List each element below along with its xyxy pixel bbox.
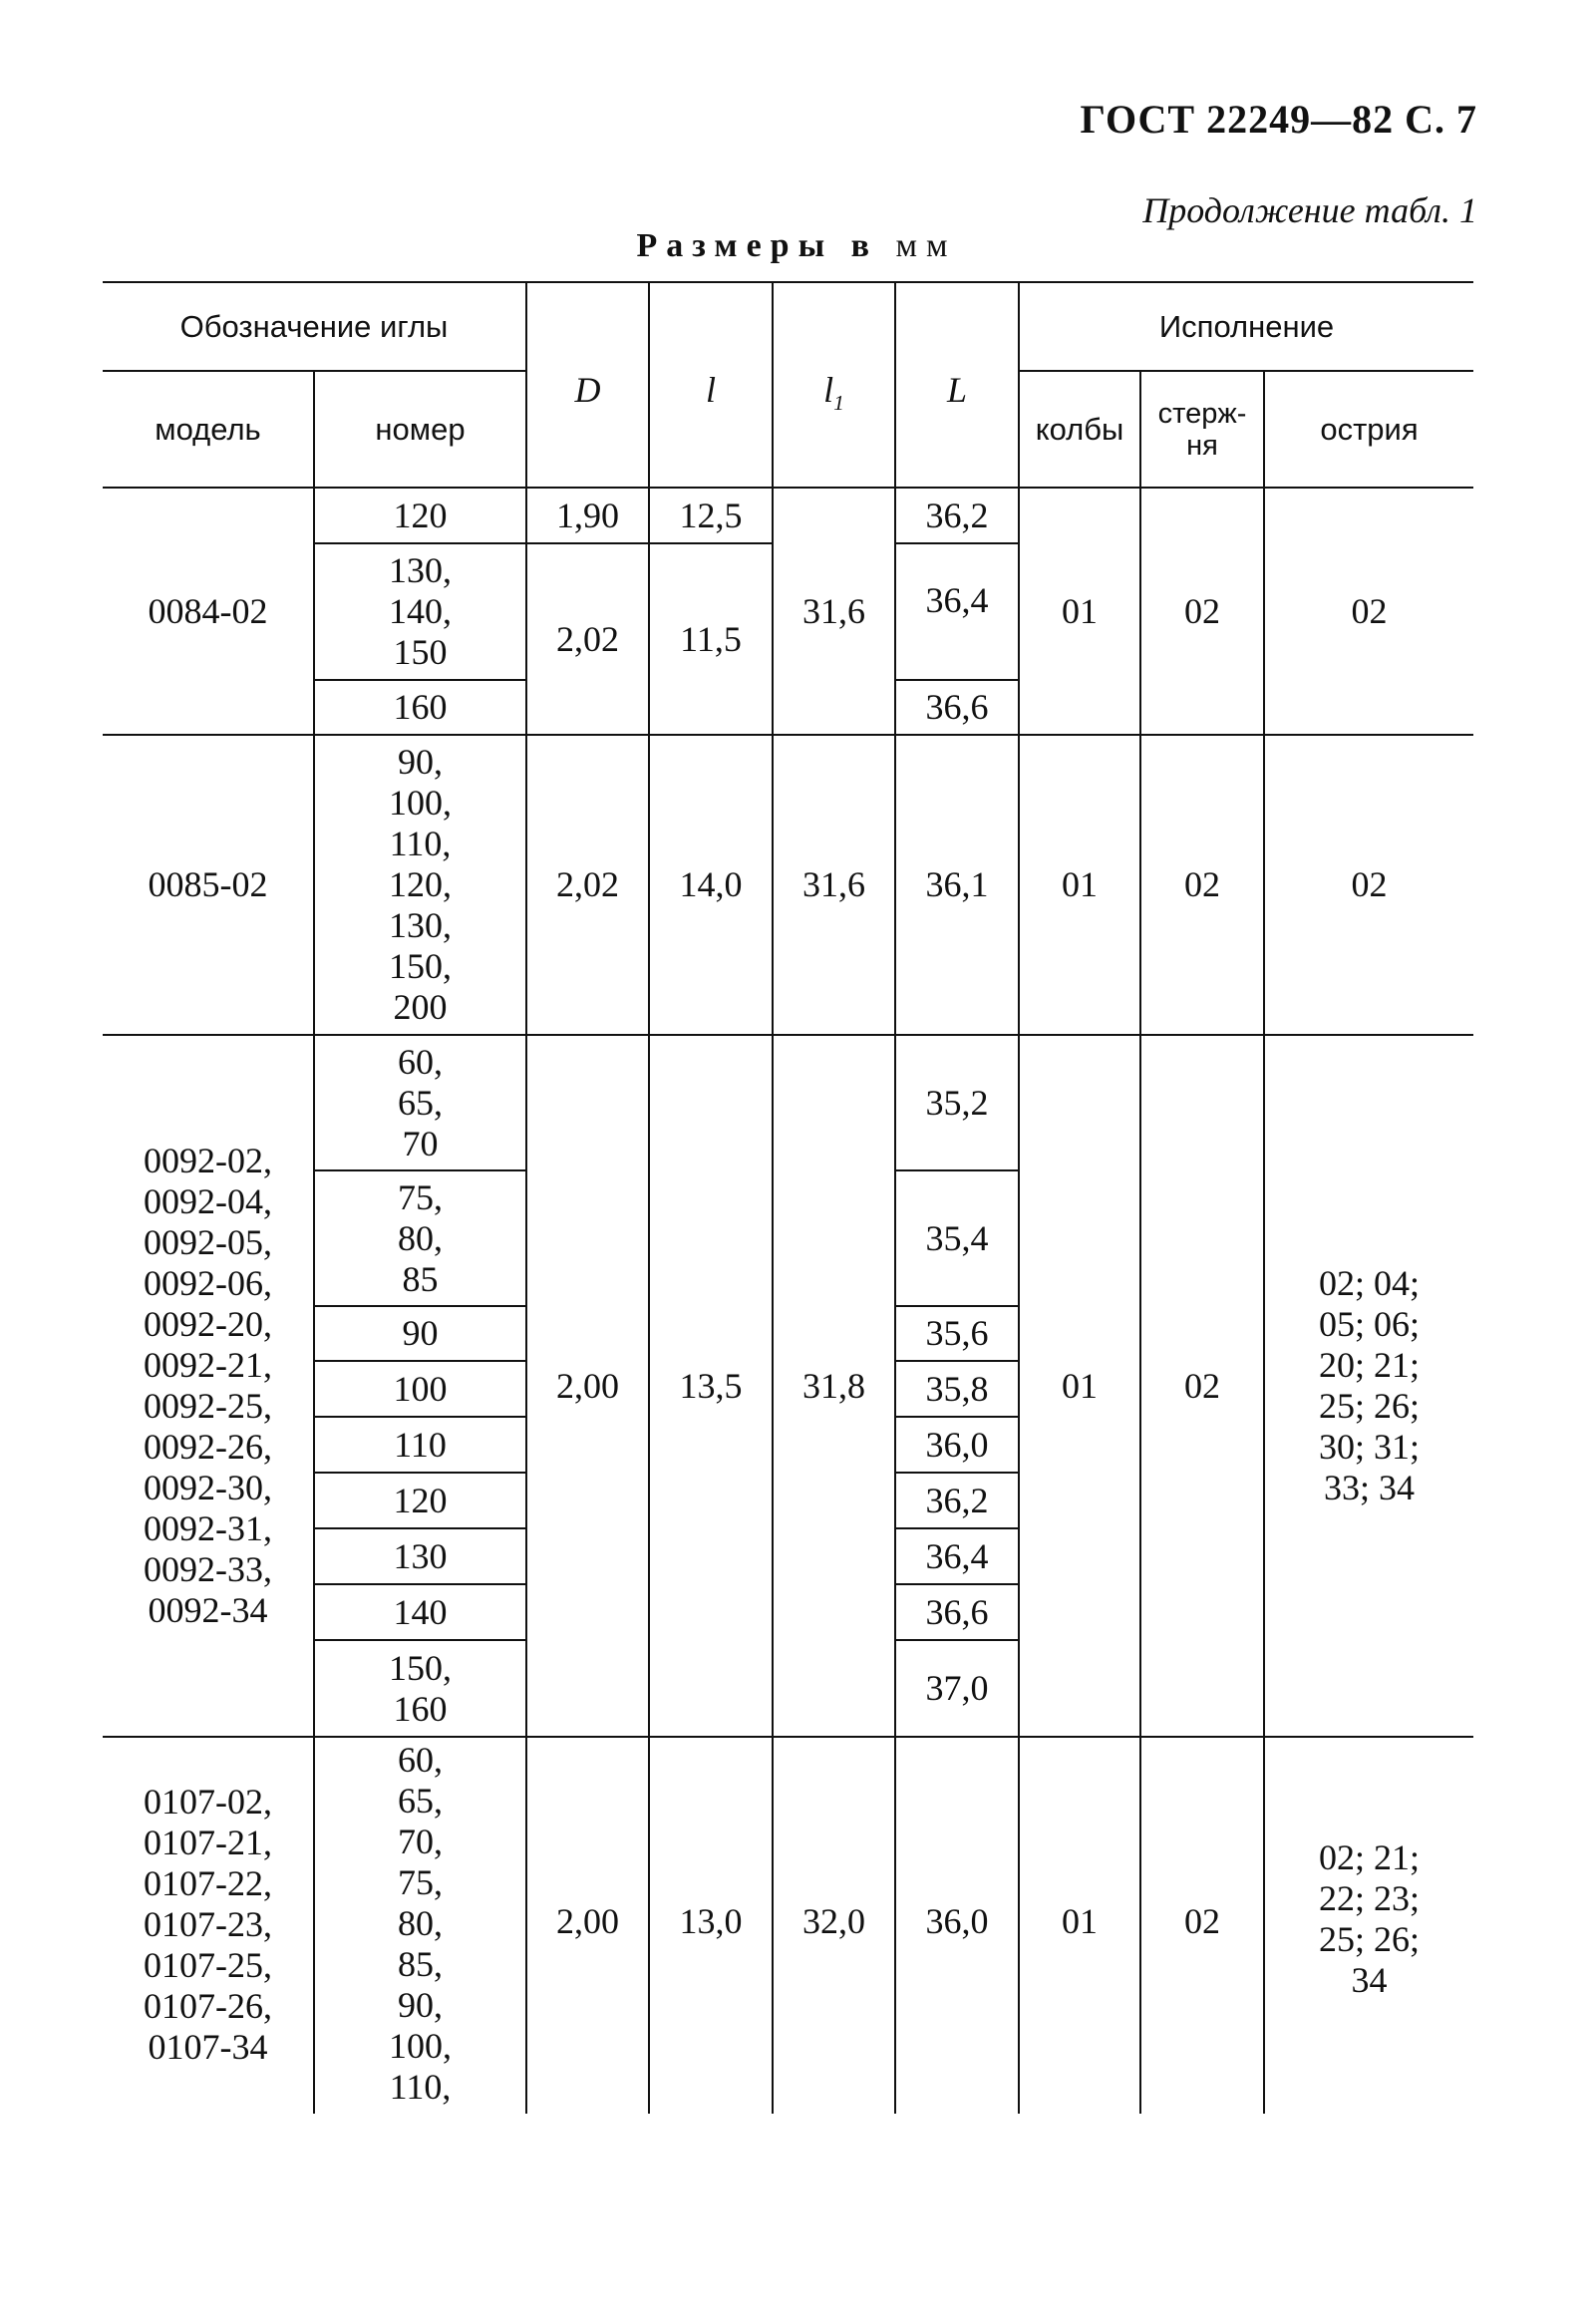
cell-shank: 02 [1140,1737,1264,2114]
header-l1 [773,282,895,488]
cell-point: 02 [1264,488,1473,735]
cell-l1: 32,0 [773,1737,895,2114]
cell-number: 120 [314,488,526,543]
cell-l1: 31,6 [773,488,895,735]
cell-number: 160 [314,680,526,735]
cell-l1: 31,8 [773,1035,895,1737]
cell-bulb: 01 [1019,1737,1140,2114]
cell-model: 0084-02 [103,488,314,735]
cell-L: 36,0 [895,1417,1019,1473]
cell-number: 150, 160 [314,1640,526,1737]
header-bulb: колбы [1019,371,1140,488]
table-row [103,1035,1473,1170]
cell-l: 13,5 [649,1035,773,1737]
cell-L: 35,2 [895,1035,1019,1170]
cell-L: 36,1 [895,735,1019,1035]
cell-number: 130, 140, 150 [314,543,526,680]
cell-model: 0092-02, 0092-04, 0092-05, 0092-06, 0092-20, 0092-21, 0092-25, 0092-26, 0092-30, 0092-31, 0092-33, 0092-34 [103,1035,314,1737]
cell-L: 37,0 [895,1640,1019,1737]
cell-D: 1,90 [526,488,649,543]
cell-number: 60, 65, 70, 75, 80, 85, 90, 100, 110, [314,1737,526,2114]
cell-point: 02; 21; 22; 23; 25; 26; 34 [1264,1737,1473,2114]
header-execution: Исполнение [1019,282,1473,371]
page-header: ГОСТ 22249—82 С. 7 [1080,97,1477,142]
cell-l: 11,5 [649,543,773,735]
cell-point: 02; 04; 05; 06; 20; 21; 25; 26; 30; 31; 33; 34 [1264,1035,1473,1737]
table-row [103,1737,1473,2114]
cell-L: 36,6 [895,1584,1019,1640]
cell-bulb: 01 [1019,735,1140,1035]
cell-l: 14,0 [649,735,773,1035]
cell-L: 35,4 [895,1170,1019,1306]
header-point: острия [1264,371,1473,488]
cell-D: 2,00 [526,1737,649,2114]
cell-bulb: 01 [1019,488,1140,735]
cell-shank: 02 [1140,735,1264,1035]
cell-number: 130 [314,1528,526,1584]
cell-number: 90, 100, 110, 120, 130, 150, 200 [314,735,526,1035]
table-continuation-label: Продолжение табл. 1 [1142,190,1477,230]
cell-l: 12,5 [649,488,773,543]
cell-L: 35,6 [895,1306,1019,1361]
table-row [103,488,1473,543]
cell-D: 2,00 [526,1035,649,1737]
cell-bulb: 01 [1019,1035,1140,1737]
header-l: l [649,282,773,488]
cell-number: 120 [314,1473,526,1528]
cell-L: 36,4 [895,543,1019,680]
dimensions-table [103,281,1473,2114]
header-l1-subscript: 1 [833,391,844,416]
table-row [103,735,1473,1035]
units-caption [0,227,1593,265]
cell-L: 36,2 [895,488,1019,543]
cell-number: 110 [314,1417,526,1473]
cell-L: 36,0 [895,1737,1019,2114]
cell-model: 0107-02, 0107-21, 0107-22, 0107-23, 0107-25, 0107-26, 0107-34 [103,1737,314,2114]
cell-point: 02 [1264,735,1473,1035]
cell-shank: 02 [1140,1035,1264,1737]
cell-number: 90 [314,1306,526,1361]
cell-l1: 31,6 [773,735,895,1035]
cell-D: 2,02 [526,735,649,1035]
cell-L: 36,4 [895,1528,1019,1584]
cell-L: 36,2 [895,1473,1019,1528]
cell-number: 75, 80, 85 [314,1170,526,1306]
cell-l: 13,0 [649,1737,773,2114]
header-model: модель [103,371,314,488]
cell-model: 0085-02 [103,735,314,1035]
cell-L: 35,8 [895,1361,1019,1417]
header-l1-letter: l [823,370,834,410]
cell-D: 2,02 [526,543,649,735]
units-label: Размеры в [636,227,878,264]
units-unit: мм [895,227,957,264]
cell-shank: 02 [1140,488,1264,735]
cell-L: 36,6 [895,680,1019,735]
cell-number: 60, 65, 70 [314,1035,526,1170]
header-designation: Обозначение иглы [103,282,526,371]
header-number: номер [314,371,526,488]
header-L: L [895,282,1019,488]
cell-number: 100 [314,1361,526,1417]
header-D: D [526,282,649,488]
cell-number: 140 [314,1584,526,1640]
header-shank: стерж- ня [1140,371,1264,488]
